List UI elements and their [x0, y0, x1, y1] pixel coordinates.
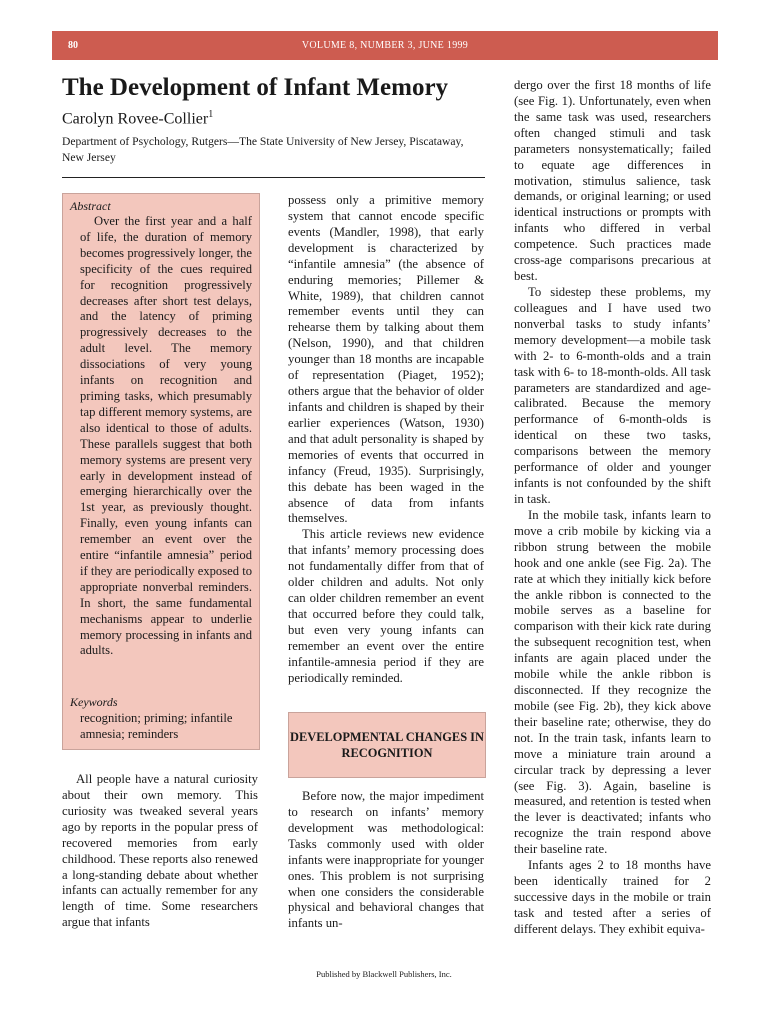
running-header [52, 31, 718, 60]
article-title: The Development of Infant Memory [62, 74, 449, 101]
body-paragraph: possess only a primitive memory system that cannot encode specific events (Mandler, 1998), that early development is characterized by “infantile amnesia” (the absence of enduring memories; Pillemer & White, 1989), that children cannot remember events until they can rehearse them by talking about them (Nelson, 1990), and that children younger than 18 months are incapable of representation (Piaget, 1952); others argue that the behavior of older infants and children is shaped by their earlier experiences (Watson, 1930) and that adult personality is shaped by memories of events that occurred in infancy (Freud, 1935). Surprisingly, this debate has been waged in the absence of data from infants themselves. [288, 193, 484, 526]
body-column-3 [514, 78, 711, 938]
body-column-2-continued [288, 789, 484, 932]
affiliation: Department of Psychology, Rutgers—The State University of New Jersey, Piscataway, New Jersey [62, 135, 464, 164]
body-column-1 [62, 772, 258, 931]
title-divider [62, 177, 485, 178]
body-paragraph: Infants ages 2 to 18 months have been identically trained for 2 successive days in the mobile or train task and tested after a series of different delays. They exhibit equiva- [514, 858, 711, 936]
body-paragraph: This article reviews new evidence that infants’ memory processing does not fundamentally differ from that of older children and adults. Not only can older children remember an event that occurred before they could talk, but even very young infants can remember an event over the entire infantile-amnesia period if they are periodically reminded. [288, 527, 484, 685]
keywords-label: Keywords [70, 695, 118, 709]
abstract-text [80, 214, 252, 659]
author-line [62, 109, 213, 128]
abstract-box [62, 193, 260, 750]
body-paragraph: Before now, the major impediment to research on infants’ memory development was methodological: Tasks commonly used with older infants were inappropriate for younger ones. This problem is not surprising when one considers the considerable physical and behavioral changes that infants un- [288, 789, 484, 931]
author-name: Carolyn Rovee-Collier [62, 110, 209, 128]
keywords-text: recognition; priming; infantile amnesia; reminders [80, 711, 233, 741]
body-paragraph: In the mobile task, infants learn to move a crib mobile by kicking via a ribbon strung between the mobile hook and one ankle (see Fig. 2a). The rate at which they initially kick before the ankle ribbon is connected to the mobile serves as a baseline for comparison with their kick rate during the subsequent recognition test, when infants are again placed under the mobile while the ankle ribbon is disconnected. If they recognize the mobile (see Fig. 2b), they kick above their baseline rate; otherwise, they do not. In the train task, infants learn to move a miniature train around a circular track by depressing a lever (see Fig. 3). Again, baseline is measured, and retention is tested when the lever is deactivated; infants who recognize the train respond above their baseline rate. [514, 507, 711, 857]
page-number: 80 [68, 40, 78, 51]
body-column-2 [288, 193, 484, 687]
intro-paragraph: All people have a natural curiosity about their own memory. This curiosity was tweaked several years ago by reports in the popular press of recovered memories from early childhood. These reports also renewed a long-standing debate about whether infants can actually remember for any length of time. Some researchers argue that infants [62, 772, 258, 930]
author-footnote-mark: 1 [208, 109, 214, 120]
abstract-label: Abstract [70, 199, 111, 213]
body-paragraph: dergo over the first 18 months of life (see Fig. 1). Unfortunately, even when the same task was used, researchers often changed stimuli and task parameters nonsystematically; failed to equate age differences in motivation, stimulus salience, task demands, or original learning; or used identical instructions or prompts with infants who differed in verbal competence. Such practices made cross-age comparisons precarious at best. [514, 78, 711, 284]
abstract-paragraph: Over the first year and a half of life, the duration of memory becomes progressively longer, the specificity of the cues required for recognition progressively decreases after short test delays, and the latency of priming progressively decreases to the adult level. The memory dissociations of very young infants on recognition and priming tasks, which presumably tap different memory systems, are also identical to those of adults. These parallels suggest that both memory systems are present very early in development instead of emerging hierarchically over the 1st year, as previously thought. Finally, even young infants can remember an event over the entire “infantile amnesia” period if they are periodically exposed to appropriate nonverbal reminders. In short, the same fundamental mechanisms appear to underlie memory processing in infants and adults. [80, 214, 252, 658]
body-paragraph: To sidestep these problems, my colleagues and I have used two nonverbal tasks to study infants’ memory development—a mobile task with 2- to 6-month-olds and a train task with 6- to 18-month-olds. All task parameters are standardized and age-calibrated. Because the memory performance of 6-month-olds is identical on these two tasks, comparisons between the memory performance of older and younger infants is not confounded by the shift in task. [514, 284, 711, 506]
section-heading: DEVELOPMENTAL CHANGES IN RECOGNITION [288, 712, 486, 778]
publisher-footer: Published by Blackwell Publishers, Inc. [316, 969, 452, 979]
issue-info: VOLUME 8, NUMBER 3, JUNE 1999 [301, 40, 469, 51]
